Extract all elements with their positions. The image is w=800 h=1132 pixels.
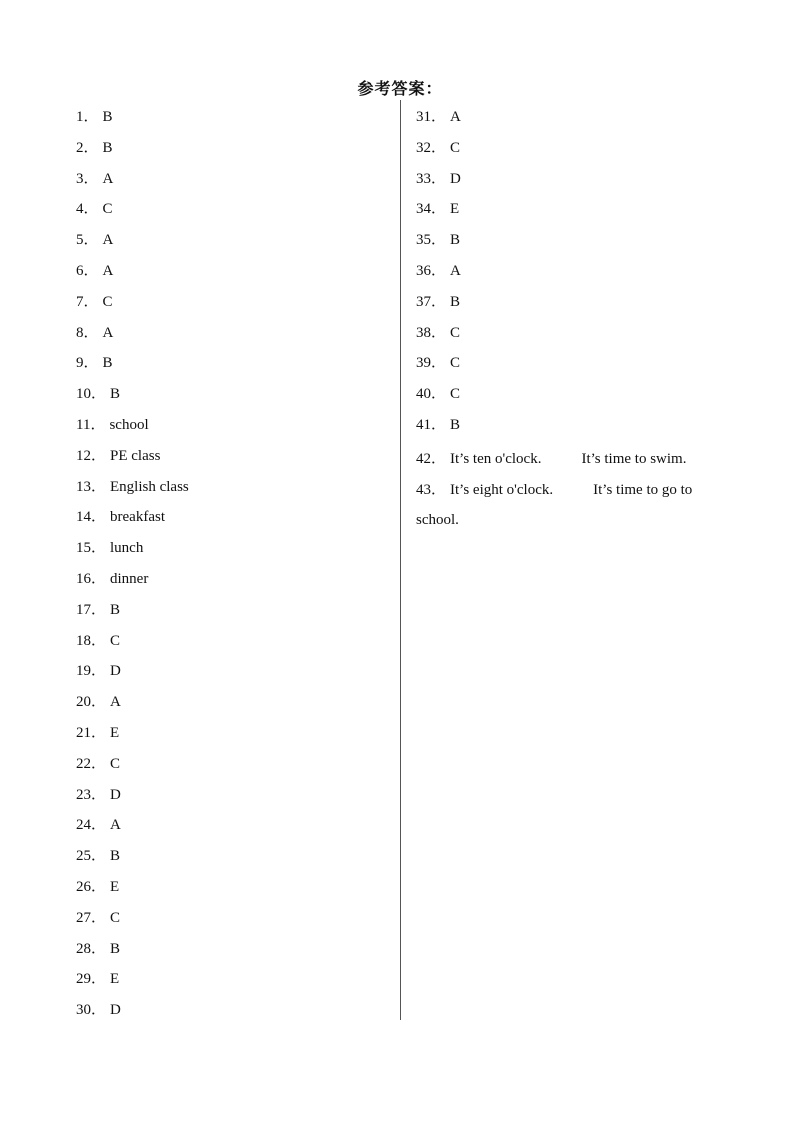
answer-item [76, 598, 386, 629]
answer-item [76, 844, 386, 875]
answer-text: English class [110, 478, 189, 495]
answer-item [76, 783, 386, 814]
question-number: 28． [76, 940, 107, 957]
answer-item [76, 228, 386, 259]
answer-text: B [102, 109, 113, 125]
answer-text: A [102, 170, 114, 187]
answer-text: C [110, 755, 121, 772]
question-number: 31． [416, 109, 447, 125]
answer-text: B [110, 601, 121, 618]
question-number: 6． [76, 262, 99, 279]
answer-item [416, 382, 716, 413]
answer-text: C [110, 632, 121, 649]
answer-item [76, 813, 386, 844]
question-number: 13． [76, 478, 107, 495]
answer-text: C [450, 324, 461, 341]
question-number: 25． [76, 848, 107, 865]
question-number: 3． [76, 170, 99, 187]
answer-text: E [110, 878, 120, 895]
question-number: 24． [76, 817, 107, 834]
answer-text: B [102, 355, 113, 372]
answer-column-right [416, 105, 716, 536]
answer-text: school [109, 416, 149, 433]
answer-text: B [110, 848, 121, 865]
answer-item [76, 721, 386, 752]
answer-sentence-1: It’s eight o'clock. [450, 481, 554, 498]
answer-column-left [76, 105, 386, 1029]
answer-text: PE class [110, 447, 161, 464]
question-number: 39． [416, 355, 447, 372]
answer-item [416, 290, 716, 321]
question-number: 10． [76, 386, 107, 403]
answer-text: C [102, 293, 113, 310]
question-number: 16． [76, 570, 107, 587]
question-number: 18． [76, 632, 107, 649]
question-number: 21． [76, 724, 107, 741]
column-divider [400, 100, 401, 1020]
answer-item [76, 444, 386, 475]
answer-item [76, 752, 386, 783]
question-number: 26． [76, 878, 107, 895]
answer-sentence-2: It’s time to swim. [581, 450, 687, 467]
answer-text: A [450, 109, 461, 125]
question-number: 11． [76, 416, 106, 433]
answer-item [76, 659, 386, 690]
answer-item [76, 629, 386, 660]
answer-text: C [110, 909, 121, 926]
question-number: 34． [416, 201, 447, 218]
answer-item [76, 167, 386, 198]
question-number: 9． [76, 355, 99, 372]
question-number: 35． [416, 232, 447, 249]
question-number: 8． [76, 324, 99, 341]
answer-item [76, 197, 386, 228]
answer-text: E [450, 201, 460, 218]
answer-item [76, 875, 386, 906]
answer-text: E [110, 971, 120, 988]
answer-text: D [110, 663, 121, 680]
question-number: 38． [416, 324, 447, 341]
answer-item-q42 [416, 444, 716, 475]
answer-item [416, 228, 716, 259]
answer-text: dinner [110, 570, 149, 587]
answer-text: B [110, 386, 121, 403]
answer-item [76, 906, 386, 937]
question-number: 2． [76, 139, 99, 156]
page-title: 参考答案： [357, 79, 443, 98]
answer-item [76, 475, 386, 506]
question-number: 12． [76, 447, 107, 464]
answer-text: A [102, 232, 114, 249]
answer-text: breakfast [110, 509, 165, 526]
answer-item [416, 413, 716, 444]
answer-text: C [450, 386, 461, 403]
answer-item-q43 [416, 475, 716, 537]
question-number: 4． [76, 201, 99, 218]
answer-item [416, 197, 716, 228]
question-number: 7． [76, 293, 99, 310]
answer-item [76, 536, 386, 567]
answer-item [76, 998, 386, 1029]
answer-text: E [110, 724, 120, 741]
answer-text: A [110, 817, 121, 834]
answer-text: A [110, 694, 121, 711]
answer-item [76, 413, 386, 444]
answer-item [416, 167, 716, 198]
answer-sentence-1: It’s ten o'clock. [450, 450, 542, 467]
answer-item [76, 937, 386, 968]
answer-text: A [450, 262, 461, 279]
answer-item [76, 136, 386, 167]
question-number: 27． [76, 909, 107, 926]
answer-text: B [450, 293, 461, 310]
answer-text: D [450, 170, 461, 187]
question-number: 1． [76, 109, 99, 125]
question-number: 36． [416, 262, 447, 279]
question-number: 19． [76, 663, 107, 680]
question-number: 42． [416, 450, 447, 467]
answer-item [76, 967, 386, 998]
answer-item [416, 321, 716, 352]
answer-item [76, 259, 386, 290]
answer-text: D [110, 1002, 121, 1019]
answer-item [76, 321, 386, 352]
question-number: 40． [416, 386, 447, 403]
answer-text: D [110, 786, 121, 803]
answer-text: B [110, 940, 121, 957]
answer-text: B [450, 416, 461, 433]
answer-text: C [450, 139, 461, 156]
question-number: 22． [76, 755, 107, 772]
answer-item [416, 105, 716, 136]
answer-item [76, 382, 386, 413]
answer-item [416, 351, 716, 382]
answer-item [76, 290, 386, 321]
answer-item [416, 136, 716, 167]
question-number: 17． [76, 601, 107, 618]
question-number: 23． [76, 786, 107, 803]
answer-item [76, 505, 386, 536]
question-number: 14． [76, 509, 107, 526]
answer-text: A [102, 262, 114, 279]
question-number: 43． [416, 481, 447, 498]
answer-item [76, 351, 386, 382]
answer-sentence-2: It’s time to go to school. [416, 481, 693, 529]
answer-text: C [450, 355, 461, 372]
question-number: 37． [416, 293, 447, 310]
answer-text: C [102, 201, 113, 218]
answer-text: lunch [110, 540, 144, 557]
question-number: 32． [416, 139, 447, 156]
answer-text: B [450, 232, 461, 249]
question-number: 5． [76, 232, 99, 249]
answer-text: B [102, 139, 113, 156]
question-number: 20． [76, 694, 107, 711]
answer-item [76, 567, 386, 598]
question-number: 41． [416, 416, 447, 433]
answer-item [416, 259, 716, 290]
answer-item [76, 105, 386, 136]
question-number: 29． [76, 971, 107, 988]
question-number: 33． [416, 170, 447, 187]
question-number: 30． [76, 1002, 107, 1019]
question-number: 15． [76, 540, 107, 557]
answer-item [76, 690, 386, 721]
answer-text: A [102, 324, 114, 341]
